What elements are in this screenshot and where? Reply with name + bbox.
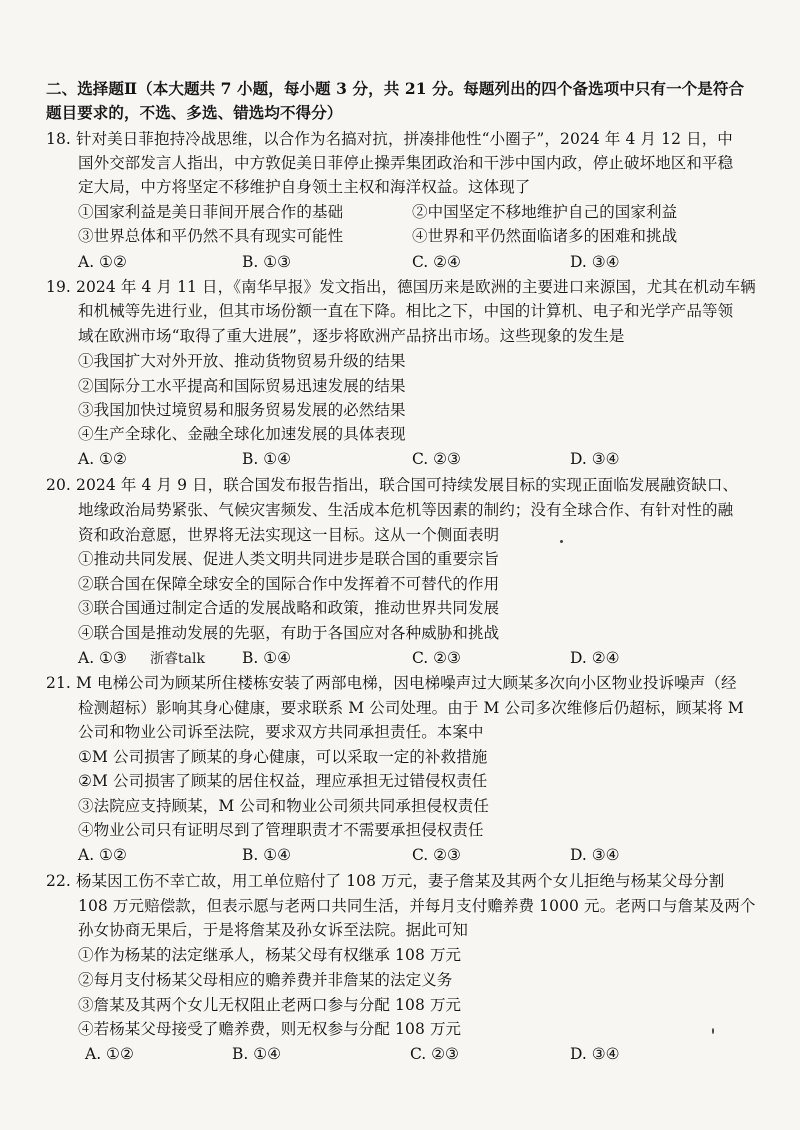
question-22-statement-4: ④若杨某父母接受了赡养费，则无权参与分配 108 万元: [78, 1020, 462, 1038]
question-20-stem-line-2: 地缘政治局势紧张、气候灾害频发、生活成本危机等因素的制约；没有全球合作、有针对性的融: [78, 501, 734, 519]
question-19-statement-2: ②国际分工水平提高和国际贸易迅速发展的结果: [78, 377, 406, 395]
question-19-option-a: A. ①②: [78, 450, 127, 468]
question-19-option-d: D. ③④: [570, 450, 620, 468]
question-20-statement-1: ①推动共同发展、促进人类文明共同进步是联合国的重要宗旨: [78, 550, 500, 568]
section-heading-line-2: 题目要求的，不选、多选、错选均不得分）: [46, 103, 343, 122]
question-18-option-a: A. ①②: [78, 253, 127, 271]
question-20-option-d: D. ②④: [570, 649, 620, 667]
question-21-option-c: C. ②③: [412, 846, 461, 864]
question-18-statement-3: ③世界总体和平仍然不具有现实可能性: [78, 227, 344, 245]
question-20-option-c: C. ②③: [412, 649, 461, 667]
question-20-stem-line-1: 20. 2024 年 4 月 9 日，联合国发布报告指出，联合国可持续发展目标的实现正面临发展融资缺口、: [46, 476, 739, 494]
question-22-option-b: B. ①④: [232, 1045, 282, 1063]
question-21-statement-2: ②M 公司损害了顾某的居住权益，理应承担无过错侵权责任: [78, 772, 488, 790]
question-19-option-b: B. ①④: [242, 450, 292, 468]
question-22-option-d: D. ③④: [570, 1045, 620, 1063]
question-19-stem-line-2: 和机械等先进行业，但其市场份额一直在下降。相比之下，中国的计算机、电子和光学产品等领: [78, 302, 734, 320]
question-20-statement-4: ④联合国是推动发展的先驱，有助于各国应对各种威胁和挑战: [78, 624, 500, 642]
question-21-stem-line-2: 检测超标）影响其身心健康，要求联系 M 公司处理。由于 M 公司多次维修后仍超标，顾某将 M: [78, 699, 744, 717]
section-heading-line-1: 二、选择题Ⅱ（本大题共 7 小题，每小题 3 分，共 21 分。每题列出的四个备选项中只有一个是符合: [46, 79, 745, 98]
question-20-option-a: A. ①③: [78, 649, 127, 667]
question-18-statement-2: ②中国坚定不移地维护自己的国家利益: [412, 203, 678, 221]
question-22-stem-line-1: 22. 杨某因工伤不幸亡故，用工单位赔付了 108 万元，妻子詹某及其两个女儿拒绝与杨某父母分割: [46, 872, 725, 890]
question-18-stem-line-1: 18. 针对美日菲抱持冷战思维，以合作为名搞对抗，拼凑排他性“小圈子”，2024 年 4 月 12 日，中: [46, 130, 733, 148]
question-21-stem-line-1: 21. M 电梯公司为顾某所住楼栋安装了两部电梯，因电梯噪声过大顾某多次向小区物业投诉噪声（经: [46, 674, 737, 692]
question-18-statement-4: ④世界和平仍然面临诸多的困难和挑战: [412, 227, 678, 245]
question-21-statement-3: ③法院应支持顾某，M 公司和物业公司须共同承担侵权责任: [78, 797, 489, 815]
question-20-statement-2: ②联合国在保障全球安全的国际合作中发挥着不可替代的作用: [78, 575, 500, 593]
question-19-statement-1: ①我国扩大对外开放、推动货物贸易升级的结果: [78, 352, 406, 370]
question-21-option-d: D. ③④: [570, 846, 620, 864]
question-22-statement-1: ①作为杨某的法定继承人，杨某父母有权继承 108 万元: [78, 946, 462, 964]
question-18-option-c: C. ②④: [412, 253, 461, 271]
watermark-stamp: 浙睿talk: [150, 651, 205, 667]
question-21-option-b: B. ①④: [242, 846, 292, 864]
question-19-stem-line-1: 19. 2024 年 4 月 11 日，《南华早报》发文指出，德国历来是欧洲的主要进口来源国，尤其在机动车辆: [46, 278, 756, 296]
question-18-option-b: B. ①③: [242, 253, 292, 271]
question-21-statement-4: ④物业公司只有证明尽到了管理职责才不需要承担侵权责任: [78, 821, 484, 839]
question-18-option-d: D. ③④: [570, 253, 620, 271]
question-19-statement-4: ④生产全球化、金融全球化加速发展的具体表现: [78, 425, 406, 443]
question-20-statement-3: ③联合国通过制定合适的发展战略和政策，推动世界共同发展: [78, 599, 500, 617]
scan-speck: [712, 1028, 714, 1034]
question-22-option-a: A. ①②: [85, 1045, 134, 1063]
question-19-statement-3: ③我国加快过境贸易和服务贸易发展的必然结果: [78, 401, 406, 419]
question-19-stem-line-3: 域在欧洲市场“取得了重大进展”，逐步将欧洲产品挤出市场。这些现象的发生是: [78, 327, 625, 345]
question-19-option-c: C. ②③: [412, 450, 461, 468]
question-21-stem-line-3: 公司和物业公司诉至法院，要求双方共同承担责任。本案中: [78, 723, 484, 741]
question-22-stem-line-2: 108 万元赔偿款，但表示愿与老两口共同生活，并每月支付赡养费 1000 元。老两口与詹某及两个: [78, 897, 756, 915]
question-22-statement-2: ②每月支付杨某父母相应的赡养费并非詹某的法定义务: [78, 971, 453, 989]
question-21-option-a: A. ①②: [78, 846, 127, 864]
question-18-statement-1: ①国家利益是美日菲间开展合作的基础: [78, 203, 344, 221]
question-21-statement-1: ①M 公司损害了顾某的身心健康，可以采取一定的补救措施: [78, 748, 488, 766]
scan-speck: [560, 540, 563, 543]
question-20-stem-line-3: 资和政治意愿，世界将无法实现这一目标。这从一个侧面表明: [78, 526, 500, 544]
question-18-stem-line-2: 国外交部发言人指出，中方敦促美日菲停止操弄集团政治和干涉中国内政，停止破坏地区和平稳: [78, 154, 734, 172]
question-22-statement-3: ③詹某及其两个女儿无权阻止老两口参与分配 108 万元: [78, 996, 462, 1014]
question-20-option-b: B. ①④: [242, 649, 292, 667]
question-18-stem-line-3: 定大局，中方将坚定不移维护自身领土主权和海洋权益。这体现了: [78, 178, 531, 196]
question-22-stem-line-3: 孙女协商无果后，于是将詹某及孙女诉至法院。据此可知: [78, 921, 469, 939]
question-22-option-c: C. ②③: [410, 1045, 459, 1063]
